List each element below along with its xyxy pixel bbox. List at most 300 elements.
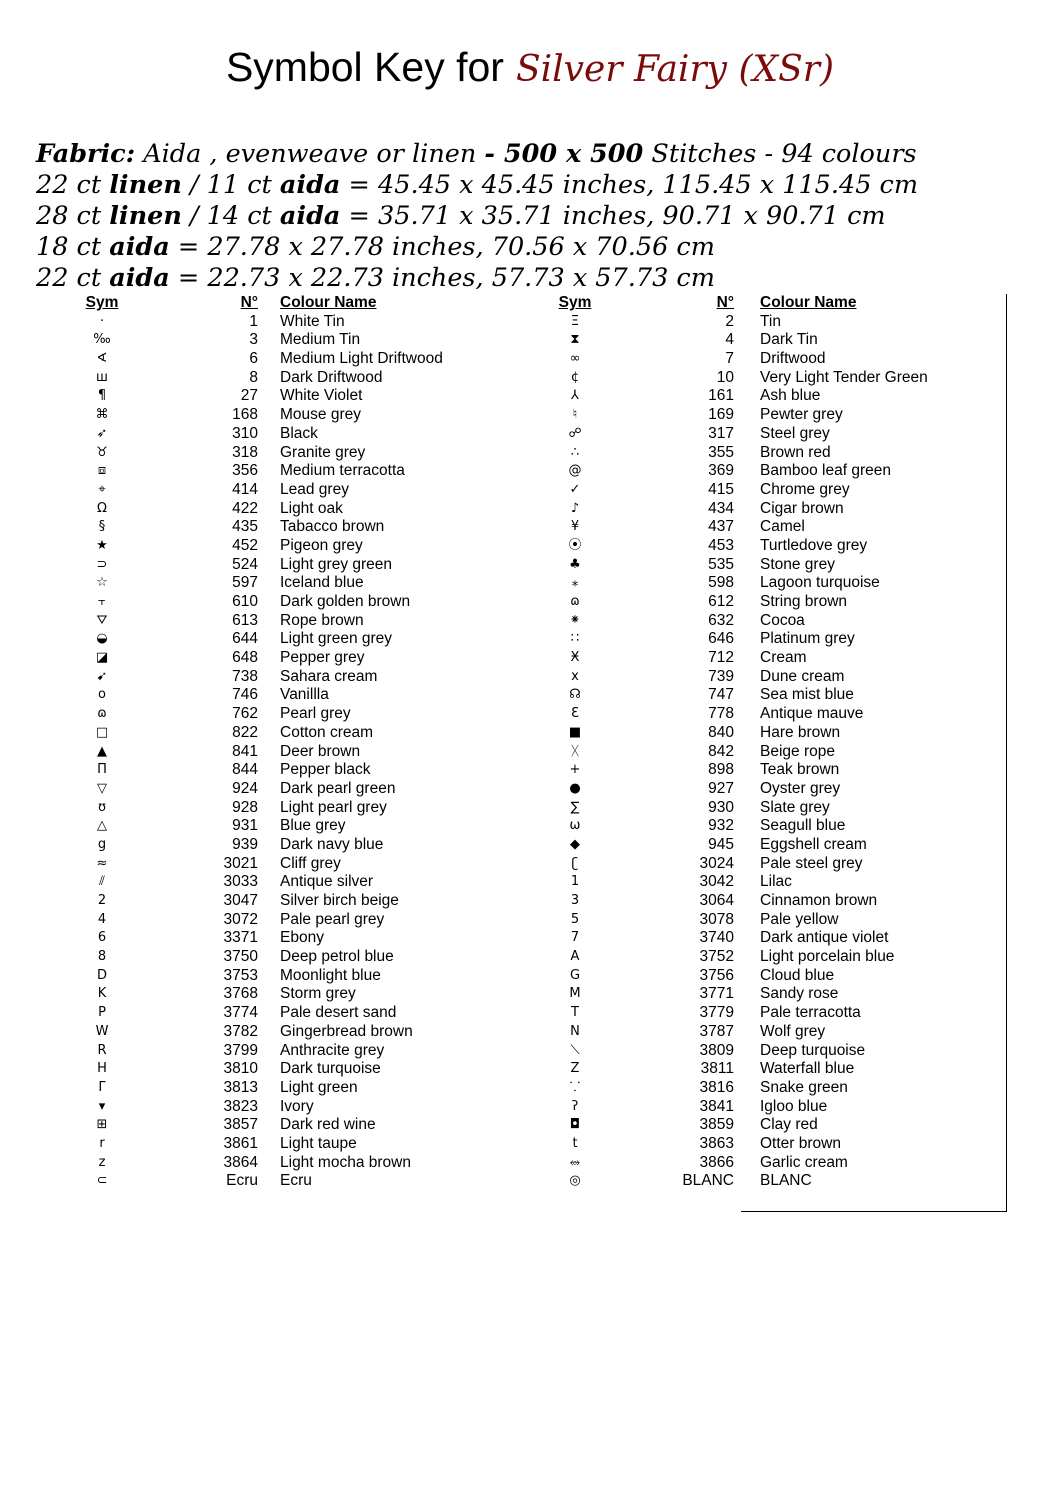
table-row [533, 836, 983, 855]
header-sym: Sym [558, 294, 592, 311]
colour-name: Pearl grey [280, 705, 351, 723]
colour-name: Dark Driftwood [280, 368, 383, 386]
table-row [533, 1135, 983, 1154]
colour-name: White Tin [280, 312, 345, 330]
colour-name: Rope brown [280, 611, 364, 629]
table-row [533, 593, 983, 612]
floss-number: 8 [249, 368, 258, 386]
table-row [533, 1004, 983, 1023]
table-row [533, 630, 983, 649]
symbol: R [97, 1042, 107, 1058]
table-row [533, 1023, 983, 1042]
colour-name: Deep turquoise [760, 1041, 866, 1059]
symbol: t [572, 1135, 578, 1151]
table-row [60, 481, 480, 500]
colour-name: Stone grey [760, 555, 835, 573]
table-row [60, 500, 480, 519]
floss-number: 3750 [223, 948, 258, 966]
floss-number: 3809 [699, 1041, 734, 1059]
symbol: ⛛ [96, 612, 108, 628]
symbol: ⸪ [569, 1079, 581, 1095]
size-dimensions: = 45.45 x 45.45 inches, 115.45 x 115.45 cm [340, 170, 919, 200]
floss-number: 3859 [699, 1116, 734, 1134]
colour-name: Iceland blue [280, 574, 364, 592]
colour-name: Light green [280, 1078, 358, 1096]
floss-number: 3033 [223, 873, 258, 891]
symbol: ɷ [570, 594, 580, 609]
floss-number: 945 [708, 835, 734, 853]
symbol: g [97, 836, 107, 852]
floss-number: 356 [232, 462, 258, 480]
floss-number: 762 [232, 705, 258, 723]
symbol: ▲ [97, 743, 107, 759]
table-row [60, 1004, 480, 1023]
table-row [60, 537, 480, 556]
table-row [533, 444, 983, 463]
table-row [533, 369, 983, 388]
colour-name: Light mocha brown [280, 1153, 411, 1171]
floss-number: 3 [249, 331, 258, 349]
table-row [533, 556, 983, 575]
colour-name: Chrome grey [760, 480, 850, 498]
symbol: ♣ [569, 556, 581, 572]
table-row [533, 649, 983, 668]
floss-number: 610 [232, 593, 258, 610]
floss-number: 597 [232, 574, 258, 592]
colour-name: Teak brown [760, 761, 840, 779]
symbol: □ [95, 724, 109, 740]
colour-name: Pepper black [280, 761, 371, 779]
symbol-table-left [60, 294, 480, 1191]
colour-name: Medium terracotta [280, 462, 405, 480]
symbol: § [98, 519, 106, 535]
floss-number: 738 [232, 667, 258, 685]
table-row [533, 1079, 983, 1098]
floss-number: 3756 [699, 966, 734, 984]
colour-name: Ebony [280, 929, 324, 947]
table-row [60, 855, 480, 874]
colour-name: BLANC [760, 1172, 812, 1190]
header-sym: Sym [85, 294, 119, 311]
table-row [60, 313, 480, 332]
colour-name: Slate grey [760, 798, 830, 816]
page-title [0, 44, 1060, 91]
colour-name: Tabacco brown [280, 518, 385, 536]
colour-name: Pigeon grey [280, 536, 363, 554]
colour-name: Otter brown [760, 1134, 841, 1152]
colour-name: Snake green [760, 1078, 848, 1096]
symbol: M [569, 986, 581, 1002]
floss-number: 10 [716, 368, 734, 386]
colour-name: Dark antique violet [760, 929, 889, 947]
symbol: ∷ [570, 631, 580, 647]
symbol: ◆ [570, 836, 580, 852]
floss-number: 613 [232, 611, 258, 629]
symbol: Γ [98, 1079, 106, 1095]
table-row [533, 967, 983, 986]
floss-number: 169 [708, 406, 734, 424]
table-row [60, 705, 480, 724]
colour-name: Lead grey [280, 480, 349, 498]
symbol: ⁕ [569, 612, 581, 628]
symbol: ɷ [97, 706, 107, 722]
colour-name: Dark navy blue [280, 835, 384, 853]
size-count-2: / 14 ct [181, 201, 280, 231]
colour-name: Ivory [280, 1097, 314, 1115]
size-fabric-2: aida [279, 170, 341, 200]
table-row [60, 911, 480, 930]
colour-name: Clay red [760, 1116, 818, 1134]
symbol: D [96, 967, 107, 983]
symbol: ⟍ [570, 1042, 580, 1058]
table-border-right [1006, 294, 1007, 1212]
symbol: P [98, 1005, 106, 1021]
fabric-stitch-size: - 500 x 500 [484, 139, 644, 169]
floss-number: 369 [708, 462, 734, 480]
floss-number: Ecru [226, 1172, 258, 1190]
colour-name: Turtledove grey [760, 536, 868, 554]
floss-number: 2 [725, 312, 734, 330]
colour-name: Dark Tin [760, 331, 818, 349]
size-count-2: / 11 ct [181, 170, 280, 200]
fabric-label: Fabric: [36, 139, 136, 169]
table-row [60, 686, 480, 705]
floss-number: 161 [708, 387, 734, 405]
symbol: ⦿ [568, 537, 582, 553]
floss-number: 3857 [223, 1116, 258, 1134]
table-row [533, 313, 983, 332]
floss-number: 632 [708, 611, 734, 629]
symbol: ¶ [97, 388, 107, 404]
table-row [60, 649, 480, 668]
symbol: 6 [97, 930, 107, 946]
floss-number: 3866 [699, 1153, 734, 1171]
table-row [60, 331, 480, 350]
colour-name: Very Light Tender Green [760, 368, 928, 386]
symbol: ⊂ [96, 1173, 108, 1189]
floss-number: 3064 [699, 892, 734, 909]
table-row [533, 911, 983, 930]
symbol: ☊ [569, 687, 581, 703]
symbol: ♉ [96, 444, 108, 460]
colour-name: Steel grey [760, 424, 830, 442]
colour-name: Tin [760, 312, 781, 330]
colour-name: Pale yellow [760, 910, 839, 928]
table-row [60, 1060, 480, 1079]
table-row [533, 612, 983, 631]
table-row [533, 705, 983, 724]
colour-name: Cinnamon brown [760, 892, 878, 909]
colour-name: Silver birch beige [280, 892, 399, 909]
colour-name: Light taupe [280, 1134, 357, 1152]
symbol: Ɛ [571, 706, 579, 722]
symbol: ᚷ [571, 743, 579, 759]
title-prefix: Symbol Key for [225, 44, 504, 90]
size-fabric-2: aida [279, 201, 341, 231]
colour-name: White Violet [280, 387, 363, 405]
symbol: ◪ [95, 650, 109, 666]
symbol: ‰ [93, 332, 111, 348]
floss-number: 3024 [699, 854, 734, 872]
colour-name: String brown [760, 593, 848, 610]
floss-number: 3813 [223, 1078, 258, 1096]
floss-number: 3771 [699, 985, 734, 1003]
floss-number: 644 [232, 630, 258, 648]
floss-number: 3863 [699, 1134, 734, 1152]
symbol: ∴ [570, 444, 580, 460]
table-row [533, 1042, 983, 1061]
symbol: ☍ [568, 425, 582, 441]
colour-name: Pale terracotta [760, 1004, 861, 1022]
colour-name: Deer brown [280, 742, 361, 760]
table-row [533, 574, 983, 593]
colour-name: Sea mist blue [760, 686, 854, 704]
table-row [60, 387, 480, 406]
symbol: 8 [97, 949, 107, 965]
table-row [533, 331, 983, 350]
symbol: 5 [570, 911, 580, 927]
colour-name: Deep petrol blue [280, 948, 394, 966]
symbol: ▽ [97, 780, 107, 796]
table-row [533, 1098, 983, 1117]
size-fabric: linen [109, 170, 182, 200]
floss-number: 842 [708, 742, 734, 760]
colour-name: Ash blue [760, 387, 821, 405]
colour-name: Eggshell cream [760, 835, 867, 853]
symbol: ⧈ [97, 463, 107, 479]
table-row [533, 387, 983, 406]
symbol: ⌖ [98, 481, 106, 497]
table-row [60, 929, 480, 948]
symbol: ¢ [570, 369, 580, 385]
symbol: A [570, 949, 580, 965]
floss-number: BLANC [682, 1172, 734, 1190]
symbol: 2 [97, 893, 107, 908]
table-row [533, 518, 983, 537]
floss-number: 317 [708, 424, 734, 442]
table-row [533, 462, 983, 481]
symbol: ♪ [570, 500, 580, 516]
floss-number: 3823 [223, 1097, 258, 1115]
table-row [533, 817, 983, 836]
floss-number: 27 [240, 387, 258, 405]
floss-number: 452 [232, 536, 258, 554]
symbol: 3 [570, 893, 580, 908]
symbol: ◒ [96, 631, 108, 647]
table-row [60, 836, 480, 855]
floss-number: 930 [708, 798, 734, 816]
floss-number: 739 [708, 667, 734, 685]
table-row [533, 873, 983, 892]
symbol: ⥈ [569, 1154, 581, 1170]
symbol: W [95, 1023, 109, 1039]
size-dimensions: = 22.73 x 22.73 inches, 57.73 x 57.73 cm [169, 263, 715, 293]
floss-number: 453 [708, 536, 734, 554]
header-colour-name: Colour Name [760, 294, 857, 311]
floss-number: 3072 [223, 910, 258, 928]
colour-name: Driftwood [760, 350, 826, 368]
colour-name: Lilac [760, 873, 792, 891]
colour-name: Cotton cream [280, 723, 374, 741]
colour-name: Light porcelain blue [760, 948, 895, 966]
floss-number: 3021 [223, 854, 258, 872]
colour-name: Pewter grey [760, 406, 843, 424]
table-row [60, 1172, 480, 1191]
floss-number: 435 [232, 518, 258, 536]
floss-number: 318 [232, 443, 258, 461]
colour-name: Antique silver [280, 873, 374, 891]
table-row [533, 799, 983, 818]
floss-number: 927 [708, 779, 734, 797]
colour-name: Dark turquoise [280, 1060, 381, 1078]
symbol-table-right [533, 294, 983, 1191]
floss-number: 434 [708, 499, 734, 517]
size-fabric: aida [109, 263, 170, 293]
table-row [60, 556, 480, 575]
size-dimensions: = 27.78 x 27.78 inches, 70.56 x 70.56 cm [169, 232, 715, 262]
header-colour-name: Colour Name [280, 294, 377, 311]
colour-name: Pale pearl grey [280, 910, 385, 928]
colour-name: Pepper grey [280, 649, 365, 667]
floss-number: 3078 [699, 910, 734, 928]
size-count: 22 ct [36, 170, 110, 200]
size-count: 18 ct [36, 232, 110, 262]
table-row [533, 985, 983, 1004]
table-row [60, 743, 480, 762]
size-fabric: linen [109, 201, 182, 231]
floss-number: 3861 [223, 1134, 258, 1152]
floss-number: 1 [249, 312, 258, 330]
colour-name: Blue grey [280, 817, 346, 835]
colour-name: Cream [760, 649, 807, 667]
symbol: 7 [570, 930, 580, 946]
symbol: △ [97, 818, 107, 834]
colour-name: Brown red [760, 443, 831, 461]
table-row [533, 724, 983, 743]
symbol: ☆ [96, 575, 108, 591]
floss-number: 932 [708, 817, 734, 835]
floss-number: 3816 [699, 1078, 734, 1096]
table-row [60, 462, 480, 481]
colour-name: Anthracite grey [280, 1041, 385, 1059]
colour-name: Ecru [280, 1172, 312, 1190]
table-row [60, 799, 480, 818]
floss-number: 437 [708, 518, 734, 536]
colour-name: Granite grey [280, 443, 366, 461]
colour-name: Gingerbread brown [280, 1022, 413, 1040]
floss-number: 3740 [699, 929, 734, 947]
floss-number: 310 [232, 424, 258, 442]
table-header [533, 294, 983, 313]
table-row [533, 406, 983, 425]
table-rows [60, 313, 480, 1191]
symbol: x [571, 668, 579, 684]
symbol: K [97, 986, 107, 1002]
floss-number: 3774 [223, 1004, 258, 1022]
symbol: r [99, 1135, 105, 1151]
floss-number: 168 [232, 406, 258, 424]
colour-name: Dark pearl green [280, 779, 396, 797]
colour-name: Pale steel grey [760, 854, 863, 872]
colour-name: Oyster grey [760, 779, 841, 797]
fabric-colours: Stitches - 94 colours [643, 139, 917, 169]
table-row [60, 1116, 480, 1135]
floss-number: 3042 [699, 873, 734, 891]
symbol: ▾ [98, 1098, 106, 1114]
floss-number: 3047 [223, 892, 258, 909]
table-row [60, 1079, 480, 1098]
symbol: ω [569, 818, 581, 834]
symbol: ♮ [572, 407, 578, 423]
symbol: ʊ [97, 799, 107, 815]
floss-number: 747 [708, 686, 734, 704]
table-row [533, 500, 983, 519]
symbol: ★ [96, 537, 108, 553]
floss-number: 844 [232, 761, 258, 779]
size-dimensions: = 35.71 x 35.71 inches, 90.71 x 90.71 cm [340, 201, 886, 231]
floss-number: 612 [708, 593, 734, 610]
colour-name: Seagull blue [760, 817, 846, 835]
symbol: ● [569, 780, 581, 796]
table-row [60, 1042, 480, 1061]
colour-name: Beige rope [760, 742, 835, 760]
colour-name: Cigar brown [760, 499, 844, 517]
table-row [60, 724, 480, 743]
floss-number: 3371 [223, 929, 258, 947]
table-row [533, 892, 983, 911]
table-rows [533, 313, 983, 1191]
floss-number: 898 [708, 761, 734, 779]
table-row [533, 948, 983, 967]
colour-name: Platinum grey [760, 630, 855, 648]
table-row [533, 1116, 983, 1135]
colour-name: Cloud blue [760, 966, 835, 984]
table-row [533, 686, 983, 705]
floss-number: 840 [708, 723, 734, 741]
symbol: ⧗ [570, 332, 580, 348]
size-count: 28 ct [36, 201, 110, 231]
table-row [60, 444, 480, 463]
table-row [533, 780, 983, 799]
symbol: z [98, 1154, 106, 1170]
colour-name: Medium Light Driftwood [280, 350, 443, 368]
colour-name: Light green grey [280, 630, 393, 648]
symbol: ∞ [569, 351, 581, 367]
symbol: ¥ [570, 519, 580, 535]
table-row [533, 1172, 983, 1191]
floss-number: 648 [232, 649, 258, 667]
symbol: ⊞ [96, 1117, 108, 1133]
symbol: ≈ [96, 855, 108, 871]
symbol: ʔ [571, 1098, 579, 1114]
size-fabric: aida [109, 232, 170, 262]
table-row [60, 593, 480, 612]
table-row [60, 369, 480, 388]
floss-number: 822 [232, 723, 258, 741]
symbol: ш [96, 369, 108, 385]
floss-number: 3864 [223, 1153, 258, 1171]
table-row [60, 817, 480, 836]
colour-name: Igloo blue [760, 1097, 828, 1115]
symbol: Z [570, 1061, 580, 1077]
floss-number: 4 [725, 331, 734, 349]
floss-number: 3768 [223, 985, 258, 1003]
table-row [60, 425, 480, 444]
floss-number: 3782 [223, 1022, 258, 1040]
floss-number: 746 [232, 686, 258, 704]
floss-number: 414 [232, 480, 258, 498]
floss-number: 3787 [699, 1022, 734, 1040]
